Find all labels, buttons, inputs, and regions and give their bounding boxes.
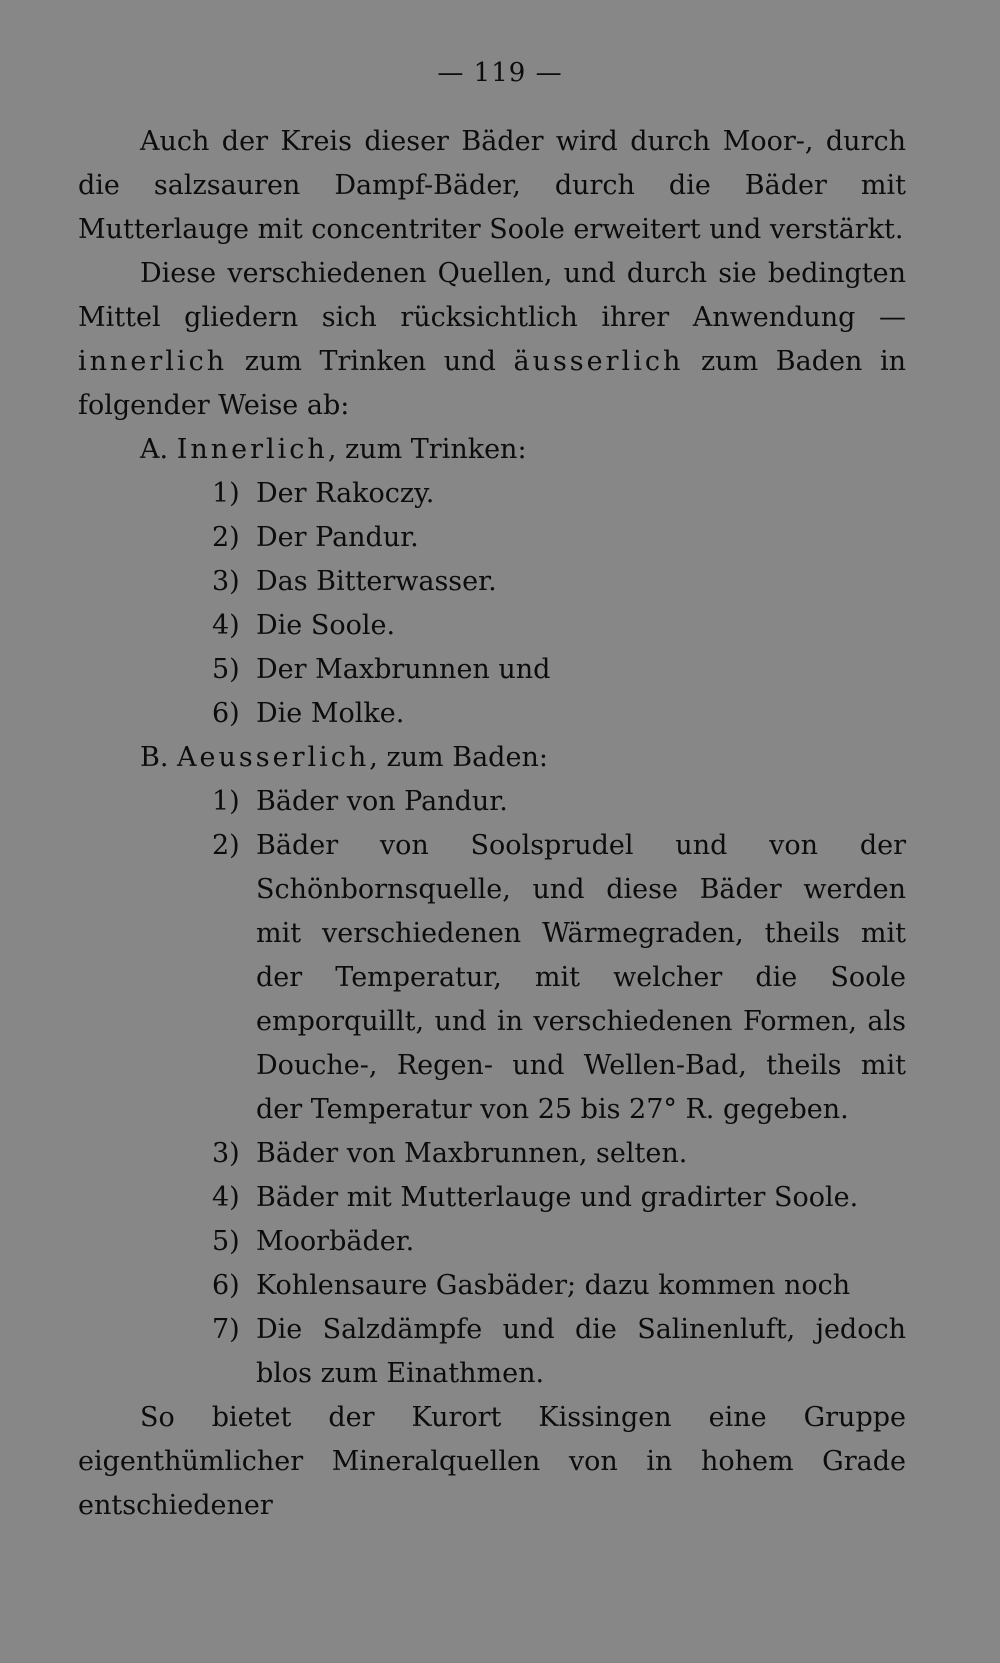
item-number: 3): [212, 566, 240, 597]
list-item: [78, 560, 906, 604]
emphasis-aeusserlich: äusserlich: [513, 346, 684, 377]
item-text: Der Rakoczy.: [256, 478, 435, 509]
paragraph-text: zum Trinken und: [227, 346, 514, 377]
item-number: 1): [212, 786, 240, 817]
paragraph-closing: So bietet der Kurort Kissingen eine Gruppe eigenthümlicher Mineralquellen von in hohem Grade entschiedener: [78, 1402, 906, 1521]
emphasis-innerlich: innerlich: [78, 346, 228, 377]
item-text: Das Bitterwasser.: [256, 566, 497, 597]
item-number: 2): [212, 522, 240, 553]
section-suffix: , zum Trinken:: [327, 434, 527, 465]
section-suffix: , zum Baden:: [369, 742, 548, 773]
list-item: [78, 780, 906, 824]
page-body: [78, 120, 906, 1528]
item-number: 2): [212, 830, 240, 861]
item-text: Bäder mit Mutterlauge und gradirter Soole.: [256, 1182, 859, 1213]
section-heading-b: [78, 736, 906, 780]
item-number: 5): [212, 1226, 240, 1257]
page-number: — 119 —: [437, 58, 563, 88]
section-heading-a: [78, 428, 906, 472]
section-letter: B.: [140, 742, 169, 773]
item-number: 6): [212, 1270, 240, 1301]
list-item: [78, 648, 906, 692]
section-letter: A.: [140, 434, 169, 465]
item-text: Bäder von Soolsprudel und von der Schönbornsquelle, und diese Bäder werden mit verschiedenen Wärmegraden, theils mit der Temperatur, mit welcher die Soole emporquillt, und in verschiedenen Formen, als Douche-, Regen- und Wellen-Bad, theils mit der Temperatur von 25 bis 27° R. gegeben.: [256, 830, 906, 1125]
paragraph-application: [78, 252, 906, 428]
list-item: [78, 516, 906, 560]
item-number: 5): [212, 654, 240, 685]
item-number: 6): [212, 698, 240, 729]
item-number: 7): [212, 1314, 240, 1345]
item-text: Bäder von Maxbrunnen, selten.: [256, 1138, 688, 1169]
list-item: [78, 1132, 906, 1176]
list-item: [78, 604, 906, 648]
item-number: 4): [212, 610, 240, 641]
item-text: Bäder von Pandur.: [256, 786, 508, 817]
item-text: Die Soole.: [256, 610, 396, 641]
list-item: [78, 692, 906, 736]
paragraph-intro: Auch der Kreis dieser Bäder wird durch Moor-, durch die salzsauren Dampf-Bäder, durch die Bäder mit Mutterlauge mit concentriter Soole erweitert und verstärkt.: [78, 126, 906, 245]
list-item: [78, 1220, 906, 1264]
list-item: [78, 472, 906, 516]
item-text: Moorbäder.: [256, 1226, 415, 1257]
item-number: 1): [212, 478, 240, 509]
item-text: Die Salzdämpfe und die Salinenluft, jedoch blos zum Einathmen.: [256, 1314, 906, 1389]
item-text: Der Pandur.: [256, 522, 419, 553]
list-item: [78, 1176, 906, 1220]
item-number: 3): [212, 1138, 240, 1169]
list-item: [78, 1308, 906, 1396]
item-text: Der Maxbrunnen und: [256, 654, 551, 685]
paragraph-text: zum Baden in folgender Weise ab:: [78, 346, 906, 421]
item-number: 4): [212, 1182, 240, 1213]
list-item: [78, 1264, 906, 1308]
paragraph-text: Diese verschiedenen Quellen, und durch sie bedingten Mittel gliedern sich rücksichtlich ihrer Anwendung —: [78, 258, 906, 333]
section-title: Innerlich: [176, 434, 328, 465]
list-item: [78, 824, 906, 1132]
item-text: Die Molke.: [256, 698, 405, 729]
item-text: Kohlensaure Gasbäder; dazu kommen noch: [256, 1270, 851, 1301]
section-title: Aeusserlich: [177, 742, 370, 773]
